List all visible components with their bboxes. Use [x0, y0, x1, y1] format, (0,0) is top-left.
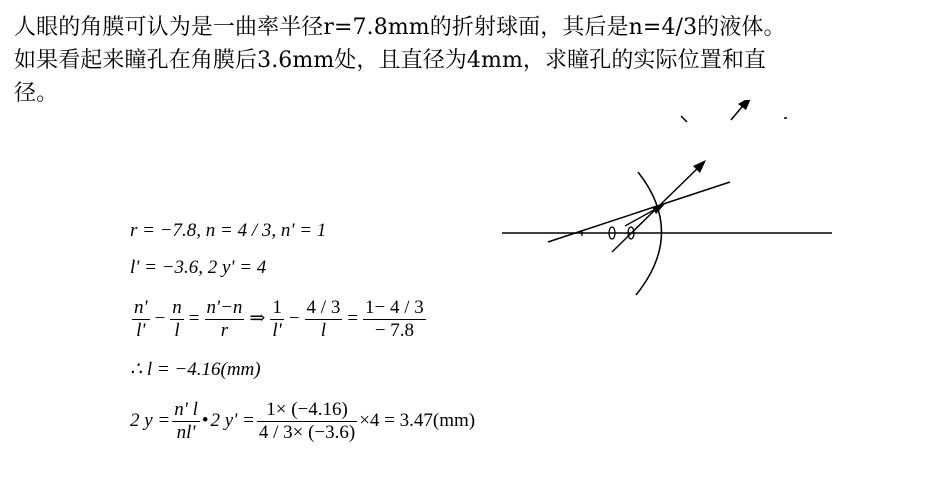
given-values: [130, 220, 326, 242]
fraction-4-3-over-l: $\frac{4 / 3}{l}$: [306, 297, 341, 341]
height-mid: 2 y' =: [210, 409, 255, 431]
equals-sign-2: =: [347, 307, 359, 329]
fraction-magnification: $\frac{n' l}{nl'}$: [174, 399, 198, 443]
fraction-n-over-l: $\frac{n}{l}$: [172, 297, 182, 341]
implies-arrow: ⇒: [249, 307, 266, 329]
arrow-fragment-left: [681, 116, 687, 122]
refraction-diagram: [490, 100, 840, 300]
problem-line-1: 人眼的角膜可认为是一曲率半径r=7.8mm的折射球面，其后是n=4/3的液体。: [14, 15, 786, 40]
minus-sign: −: [154, 307, 166, 329]
height-result: ×4 = 3.47(mm): [359, 409, 476, 431]
ray-refracted: [612, 204, 661, 252]
result-l: [130, 358, 261, 381]
fraction-n-prime-over-l-prime: $\frac{n'}{l'}$: [134, 297, 148, 341]
multiply-dot: •: [201, 409, 209, 431]
given-image: [130, 257, 266, 279]
fraction-1-over-l-prime: $\frac{1}{l'}$: [272, 297, 282, 341]
problem-statement: [14, 11, 926, 110]
minus-sign-2: −: [288, 307, 300, 329]
fraction-power: $\frac{n'-n}{r}$: [206, 297, 243, 341]
height-equation: [130, 399, 475, 444]
result-l-text: ∴ l = −4.16(mm): [130, 359, 261, 380]
equals-sign: =: [188, 307, 200, 329]
problem-line-2: 如果看起来瞳孔在角膜后3.6mm处，且直径为4mm，求瞳孔的实际位置和直: [14, 48, 767, 73]
refraction-equation: [130, 297, 428, 342]
fraction-height-numeric: $\frac{1\times (-4.16)}{4 / 3\times (-3.6)}$: [258, 399, 356, 443]
height-lhs: 2 y =: [130, 409, 171, 431]
fraction-numeric: $\frac{1- 4 / 3}{- 7.8}$: [365, 297, 424, 341]
problem-line-3: 径。: [14, 81, 59, 106]
given-line-2: l' = −3.6, 2 y' = 4: [130, 257, 267, 278]
given-line-1: r = −7.8, n = 4 / 3, n' = 1: [130, 220, 327, 241]
